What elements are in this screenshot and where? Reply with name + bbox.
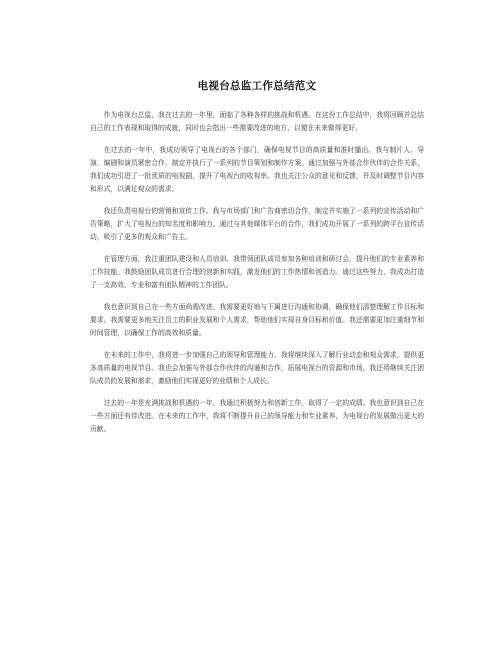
paragraph-conclusion: 过去的一年是充满挑战和机遇的一年。我通过积极努力和创新工作，取得了一定的成绩。我也意识到自己在一些方面还有待改进。在未来的工作中，我将不断提升自己的领导能力和专业素养，为电视台的发展做出更大的贡献。 (90, 399, 424, 433)
paragraph-marketing: 我还负责电视台的营销和宣传工作。我与市场部门和广告商密切合作，制定并实施了一系列的宣传活动和广告策略，扩大了电视台的知名度和影响力。通过与其他媒体平台的合作，我们成功开展了一系列的跨平台宣传活动，吸引了更多的观众和广告主。 (90, 207, 424, 241)
document-page (90, 0, 424, 445)
paragraph-future: 在未来的工作中，我将进一步加强自己的领导和管理能力。我将继续深入了解行业动态和观众需求，提供更多高质量的电视节目。我也会加强与外部合作伙伴的沟通和合作，拓展电视台的资源和市场。我还将继续关注团队成员的发展和需求，激励他们实现更好的业绩和个人成长。 (90, 351, 424, 385)
paragraph-improvement: 我也意识到自己在一些方面尚需改进。我需要更好地与下属进行沟通和协调，确保他们清楚理解工作目标和要求。我需要更多地关注员工的职业发展和个人需求，帮助他们实现自身目标和价值。我还需要更加注重细节和时间管理，以确保工作的高效和质量。 (90, 303, 424, 337)
paragraph-programming: 在过去的一年中，我成功领导了电视台的各个部门，确保电视节目的高质量和准时播出。我与制片人、导演、编剧和演员紧密合作，制定并执行了一系列的节目策划和制作方案。通过加强与外部合作伙伴的合作关系，我们成功引进了一批优质的电视剧，提升了电视台的收视率。我也关注公众的意见和反馈，并及时调整节目内容和形式，以满足观众的需求。 (90, 146, 424, 193)
document-title: 电视台总监工作总结范文 (197, 80, 317, 92)
paragraph-management: 在管理方面，我注重团队建设和人员培训。我带领团队成员参加各种培训和研讨会，提升他们的专业素养和工作技能。我鼓励团队成员进行合理的创新和实践，激发他们的工作热情和创造力。通过这些努力，我成功打造了一支高效、专业和富有团队精神的工作团队。 (90, 255, 424, 289)
document-body (90, 109, 424, 436)
paragraph-intro: 作为电视台总监，我在过去的一年里，面临了各种各样的挑战和机遇。在这份工作总结中，我将回顾并总结自己的工作表现和取得的成就，同时也会指出一些需要改进的地方，以便在未来做得更好。 (90, 111, 424, 132)
